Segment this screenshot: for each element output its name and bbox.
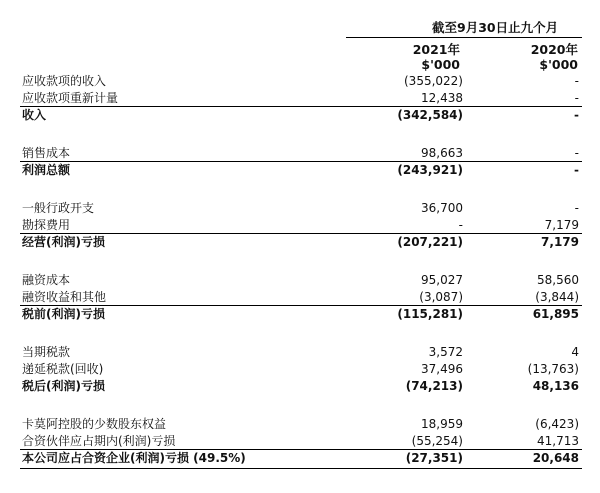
value-2021: (342,584) [397,108,463,122]
value-2021: (3,087) [419,290,463,304]
value-2021: (355,022) [404,74,463,88]
statement-row [22,416,582,433]
row-label: 当期税款 [22,345,71,359]
row-separator-line [20,233,582,234]
statement-row [22,272,582,289]
value-2020: 20,648 [532,451,579,465]
value-2020: 58,560 [537,273,579,287]
row-label: 收入 [22,108,47,122]
value-2020: - [574,91,579,105]
value-2021: - [458,218,463,232]
value-2021: (115,281) [397,307,463,321]
value-2020: - [574,163,579,177]
value-2020: (13,763) [527,362,579,376]
statement-row [22,162,582,179]
value-2021: (55,254) [411,434,463,448]
statement-row [22,217,582,234]
row-separator-line [20,161,582,162]
value-2021: (243,921) [397,163,463,177]
value-2021: (207,221) [397,235,463,249]
period-heading: 截至9月30日止九个月 [432,20,559,35]
value-2020: 41,713 [537,434,579,448]
value-2021: 36,700 [421,201,463,215]
year-2020-heading: 2020年 [530,42,578,57]
period-underline [346,37,582,38]
value-2020: 7,179 [541,235,579,249]
value-2020: (3,844) [535,290,579,304]
row-label: 利润总额 [22,163,71,177]
value-2020: (6,423) [535,417,579,431]
unit-2020-heading: $'000 [539,57,578,72]
statement-row [22,306,582,323]
value-2020: 61,895 [532,307,579,321]
statement-row [22,200,582,217]
value-2020: - [574,108,579,122]
row-label: 本公司应占合资企业(利润)亏损 (49.5%) [22,451,246,465]
row-separator-line [20,106,582,107]
row-separator-line [20,449,582,450]
year-2021-heading: 2021年 [412,42,460,57]
value-2020: 7,179 [544,218,579,232]
row-label: 税后(利润)亏损 [22,379,105,393]
statement-row [22,107,582,124]
row-separator-line [20,305,582,306]
statement-row [22,90,582,107]
row-label: 融资成本 [22,273,71,287]
statement-row [22,378,582,395]
value-2021: 37,496 [421,362,463,376]
value-2021: (74,213) [405,379,463,393]
value-2020: - [574,74,579,88]
statement-row [22,433,582,450]
row-label: 递延税款(回收) [22,362,104,376]
statement-row [22,73,582,90]
statement-row [22,450,582,467]
unit-2021-heading: $'000 [421,57,460,72]
statement-row [22,234,582,251]
row-label: 合资伙伴应占期内(利润)亏损 [22,434,176,448]
row-label: 勘探费用 [22,218,71,232]
value-2020: - [574,146,579,160]
statement-row [22,289,582,306]
row-label: 应收款项的收入 [22,74,107,88]
row-label: 税前(利润)亏损 [22,307,105,321]
row-label: 融资收益和其他 [22,290,107,304]
value-2021: 95,027 [421,273,463,287]
row-label: 应收款项重新计量 [22,91,119,105]
value-2021: 18,959 [421,417,463,431]
final-total-underline [20,468,582,469]
row-label: 销售成本 [22,146,71,160]
value-2020: 48,136 [532,379,579,393]
value-2021: 12,438 [421,91,463,105]
row-label: 卡莫阿控股的少数股东权益 [22,417,167,431]
value-2021: (27,351) [405,451,463,465]
value-2021: 98,663 [421,146,463,160]
statement-row [22,361,582,378]
row-label: 经营(利润)亏损 [22,235,105,249]
statement-row [22,145,582,162]
value-2020: 4 [571,345,579,359]
value-2020: - [574,201,579,215]
row-label: 一般行政开支 [22,201,95,215]
value-2021: 3,572 [428,345,463,359]
statement-row [22,344,582,361]
